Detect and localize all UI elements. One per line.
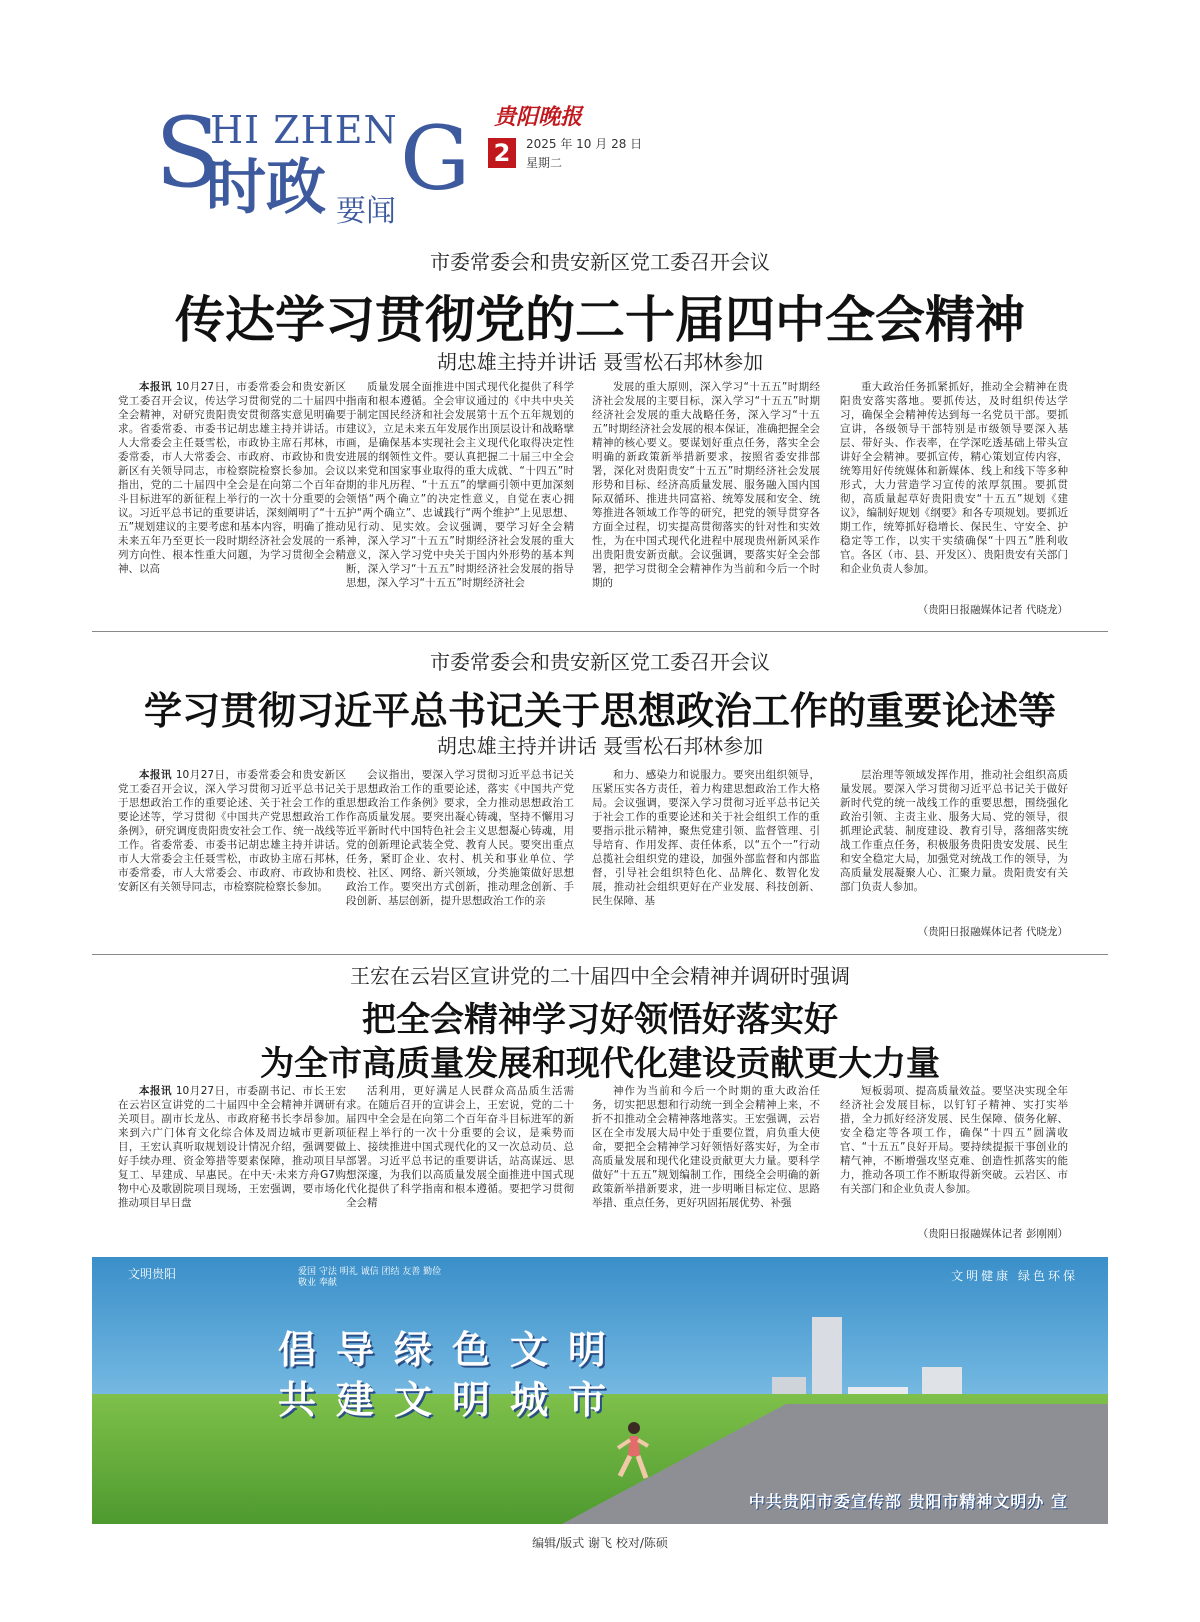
article-2-lead-tag: 本报讯 xyxy=(139,769,172,781)
masthead-letter-g: G xyxy=(400,107,471,210)
article-3-lead-tag: 本报讯 xyxy=(139,1085,172,1097)
article-3-text-4: 短板弱项、提高质量效益。要坚决实现全年经济社会发展目标，以钉钉子精神、实打实举措，全力抓好经济发展、民生保障、债务化解、安全稳定等各项工作，确保“十四五”圆满收官、“十五五”良好开局。要持续提振干事创业的精气神，不断增强攻坚克难、创造性抓落实的能力，推动各项工作不断取得新突破。云岩区、市有关部门和企业负责人参加。 xyxy=(840,1085,1068,1195)
article-3-headline-line-2[interactable]: 为全市高质量发展和现代化建设贡献更大力量 xyxy=(260,1044,940,1084)
banner-tagline: 文明健康 绿色环保 xyxy=(951,1269,1078,1283)
runner-figure-icon xyxy=(612,1420,652,1484)
divider xyxy=(92,954,1108,955)
issue-date: 2025 年 10 月 28 日 xyxy=(526,137,643,151)
page-number: 2 xyxy=(488,138,516,168)
banner-slogan-line-2: 共建文明城市 xyxy=(278,1378,627,1422)
banner-values-text: 爱国 守法 明礼 诚信 团结 友善 勤俭 敬业 奉献 xyxy=(298,1267,442,1288)
article-2-text-4: 层治理等领域发挥作用，推动社会组织高质量发展。要深入学习贯彻习近平总书记关于做好新时代党的统一战线工作的重要思想，围绕强化政治引领、主责主业、服务大局、党的领导，很抓理论武装、制度建设、教育引导，落细落实统战工作重点任务，积极服务贵阳贵安发展、民生和安全稳定大局，加强党对统战工作的领导，为高质量发展凝聚人心、汇聚力量。贵阳贵安有关部门负责人参加。 xyxy=(840,769,1068,893)
article-2-kicker: 市委常委会和贵安新区党工委召开会议 xyxy=(430,650,770,674)
article-2-text-1: 10月27日，市委常委会和贵安新区党工委召开会议，深入学习贯彻习近平总书记关于思想政治工作的重要论述、关于社会工作的重要论述等，学习贯彻《中国共产党思想政治工作条例》，研究调度贵阳贵安社会工作、统一战线等工作。省委常委、市委书记胡忠雄主持并讲话。市人大常委会主任聂雪松，市政协主席石邦林，市委常委，市人大常委会、市政府、市政协和贵安新区有关领导同志，市检察院检察长参加。 xyxy=(118,769,346,893)
article-1-column-3 xyxy=(592,380,820,616)
article-1-text-3: 发展的重大原则，深入学习“十五五”时期经济社会发展的主要目标，深入学习“十五五”时期经济社会发展的重大战略任务，深入学习“十五五”时期经济社会发展的根本保证，准确把握全会精神的核心要义。要谋划好重点任务，落实全会明确的新政策新举措新要求，按照省委安排部署，深化对贵阳贵安“十五五”时期经济社会发展形势和目标、经济高质量发展、服务融入国内国际双循环、推进共同富裕、统筹发展和安全、统筹推进各领域工作等的研究，把党的领导贯穿各方面全过程，切实提高贯彻落实的针对性和实效性，为在中国式现代化进程中展现贵州新风采作出贵阳贵安新贡献。会议强调，要落实好全会部署，把学习贯彻全会精神作为当前和今后一个时期的 xyxy=(592,381,820,589)
article-3-headline-line-1[interactable]: 把全会精神学习好领悟好落实好 xyxy=(362,1000,838,1040)
article-2-text-2: 会议指出，要深入学习贯彻习近平总书记关于思想政治工作的重要论述，落实《中国共产党思想政治工作条例》要求，全力推动思想政治工作高质量发展。要突出凝心铸魂，坚持不懈用习近平新时代中国特色社会主义思想凝心铸魂，用党的创新理论武装全党、教育人民。要突出重点任务，紧盯企业、农村、机关和事业单位、学校、社区、网络、新兴领域，分类施策做好思想政治工作。要突出方式创新，推动理念创新、手段创新、基层创新，提升思想政治工作的亲 xyxy=(346,769,574,907)
banner-logo-text: 文明贵阳 xyxy=(128,1267,177,1281)
article-2-subhead: 胡忠雄主持并讲话 聂雪松石邦林参加 xyxy=(436,734,764,758)
article-2-headline[interactable]: 学习贯彻习近平总书记关于思想政治工作的重要论述等 xyxy=(143,689,1056,733)
article-1-column-1 xyxy=(118,380,346,616)
article-3-kicker: 王宏在云岩区宣讲党的二十届四中全会精神并调研时强调 xyxy=(350,964,850,988)
divider xyxy=(92,631,1108,632)
article-1-kicker: 市委常委会和贵安新区党工委召开会议 xyxy=(430,250,770,274)
banner-slogan-line-1: 倡导绿色文明 xyxy=(278,1328,627,1372)
masthead-section-cn: 时政 xyxy=(206,153,326,223)
article-1-subhead: 胡忠雄主持并讲话 聂雪松石邦林参加 xyxy=(436,350,764,374)
article-1-text-2: 质量发展全面推进中国式现代化提供了科学指南和根本遵循。全会审议通过的《中共中央关于制定国民经济和社会发展第十五个五年规划的建议》，立足未来五年发展作出顶层设计和战略擘画，是确保基本实现社会主义现代化取得决定性进展的纲领性文件。要认真把握二十届三中全会以来党和国家事业取得的重大成就、“十四五”时期的非凡历程、“十五五”的擘画引领中更加深刻领悟“两个确立”的决定性意义，自觉在衷心拥护“两个确立”、忠诚践行“两个维护”上见思想、见行动、见实效。会议强调，要学习好全会精神，深入学习“十五五”时期经济社会发展的重大意义，深入学习党中央关于国内外形势的基本判断，深入学习“十五五”时期经济社会发展的指导思想，深入学习“十五五”时期经济社会 xyxy=(346,381,574,589)
article-1-headline[interactable]: 传达学习贯彻党的二十届四中全会精神 xyxy=(175,291,1025,349)
masthead-letter-s: S xyxy=(155,97,221,209)
article-3-text-3: 神作为当前和今后一个时期的重大政治任务，切实把思想和行动统一到全会精神上来，不折不扣推动全会精神落地落实。王宏强调，云岩区在全市发展大局中处于重要位置，肩负重大使命，要把全会精神学习好领悟好落实好，为全市高质量发展和现代化建设贡献更大力量。要科学做好“十五五”规划编制工作，围绕全会明确的新政策新举措新要求，进一步明晰目标定位、思路举措、重点任务，更好巩固拓展优势、补强 xyxy=(592,1085,820,1209)
article-1-column-4 xyxy=(840,380,1068,602)
article-3-text-1: 10月27日，市委副书记、市长王宏在云岩区宣讲党的二十届四中全会精神并调研有关项目。副市长龙丛、市政府秘书长李昂参加。来到六广门体育文化综合体及周边城市更新项目，王宏认真听取规划设计情况介绍，强调要做好手续办理、资金筹措等要素保障，推动项目早复工、早建成、早惠民。在中天·未来方舟G7购物中心及歌剧院项目现场，王宏强调，要市场化推动项目早日盘 xyxy=(118,1085,346,1209)
article-2-column-1 xyxy=(118,768,346,938)
article-3-column-1 xyxy=(118,1084,346,1240)
article-2-column-2 xyxy=(346,768,574,938)
banner-organizers: 中共贵阳市委宣传部 贵阳市精神文明办 宣 xyxy=(748,1492,1068,1511)
article-3-credit: （贵阳日报融媒体记者 彭刚刚） xyxy=(917,1228,1068,1240)
article-2-column-4 xyxy=(840,768,1068,924)
masthead-section-latin: HI ZHEN xyxy=(210,108,398,152)
masthead-section-sub: 要闻 xyxy=(336,194,396,229)
article-2-text-3: 和力、感染力和说服力。要突出组织领导，压紧压实各方责任，着力构建思想政治工作大格局。会议强调，要深入学习贯彻习近平总书记关于社会工作的重要论述和关于社会组织工作的重要指示批示精神，聚焦党建引领、监督管理、引导培育、作用发挥、责任体系，以“五个一”行动总揽社会组织党的建设，加强外部监督和内部监督，引导社会组织特色化、品牌化、数智化发展，推动社会组织更好在产业发展、科技创新、民生保障、基 xyxy=(592,769,820,907)
issue-weekday: 星期二 xyxy=(526,156,563,170)
civic-banner xyxy=(92,1257,1108,1524)
paper-name-logo: 贵阳晚报 xyxy=(494,104,583,130)
page-footer-staff: 编辑/版式 谢飞 校对/陈硕 xyxy=(532,1536,668,1550)
article-3-column-4 xyxy=(840,1084,1068,1226)
article-3-column-2 xyxy=(346,1084,574,1240)
article-1-column-2 xyxy=(346,380,574,616)
article-1-text-4: 重大政治任务抓紧抓好，推动全会精神在贵阳贵安落实落地。要抓传达，及时组织传达学习，确保全会精神传达到每一名党员干部。要抓宣讲，各级领导干部特别是市级领导要深入基层、带好头、作表率，在学深吃透基础上带头宣讲好全会精神。要抓宣传，精心策划宣传内容，统筹用好传统媒体和新媒体、线上和线下等多种形式，大力营造学习宣传的浓厚氛围。要抓贯彻，高质量起草好贵阳贵安“十五五”规划《建议》，编制好规划《纲要》和各专项规划。要抓近期工作，统筹抓好稳增长、保民生、守安全、护稳定等工作，以实干实绩确保“十四五”胜利收官。各区（市、县、开发区）、贵阳贵安有关部门和企业负责人参加。 xyxy=(840,381,1068,575)
article-3-column-3 xyxy=(592,1084,820,1240)
article-1-text-1: 10月27日，市委常委会和贵安新区党工委召开会议，传达学习贯彻党的二十届四中全会精神，对研究贵阳贵安贯彻落实意见明确要求。省委常委、市委书记胡忠雄主持并讲话。市人大常委会主任聂雪松，市政协主席石邦林，市委常委，市人大常委会、市政府、市政协和贵安新区有关领导同志，市检察院检察长参加。会议指出，党的二十届四中全会是在向第二个百年奋斗目标进军的新征程上举行的一次十分重要的会议。习近平总书记的重要讲话，深刻阐明了“十五五”规划建议的主要考虑和基本内容，明确了推动未来五年乃至更长一段时期经济社会发展的一系列方向性、根本性重大问题，为学习贯彻全会精神、以高 xyxy=(118,381,346,575)
article-1-lead-tag: 本报讯 xyxy=(139,381,172,393)
article-2-column-3 xyxy=(592,768,820,938)
article-1-credit: （贵阳日报融媒体记者 代晓龙） xyxy=(917,604,1068,616)
article-3-text-2: 活利用，更好满足人民群众高品质生活需求。在随后召开的宣讲会上，王宏说，党的二十届四中全会是在向第二个百年奋斗目标进军的新征程上举行的一次十分重要的会议，是乘势而上、接续推进中国式现代化的又一次总动员、总部署。习近平总书记的重要讲话，站高谋远、思想深邃，为我们以高质量发展全面推进中国式现代化提供了科学指南和根本遵循。要把学习贯彻全会精 xyxy=(346,1085,574,1209)
article-2-credit: （贵阳日报融媒体记者 代晓龙） xyxy=(917,926,1068,938)
